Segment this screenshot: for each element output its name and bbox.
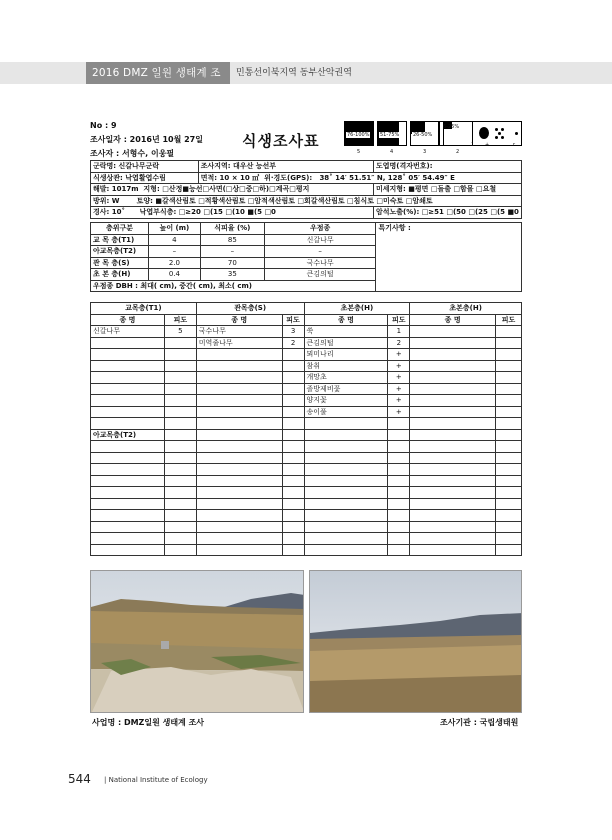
table-row: 아교목층(T2) [91, 429, 522, 441]
site-cell: 조사지역: 대우산 능선부 [198, 161, 373, 173]
table-row: 미역줄나무 2 큰김의털 2 [91, 337, 522, 349]
layer-row: 교 목 층(T1) 4 85 신갈나무 [91, 234, 522, 246]
survey-date: 조사일자 : 2016년 10월 27일 [90, 135, 203, 144]
area-gps-cell: 면적: 10 × 10 ㎡ 위·경도(GPS): 38˚ 14′ 51.51″ N, 128˚ 05′ 54.49″ E [198, 172, 521, 184]
table-row: 뫼미나리 + [91, 349, 522, 361]
dbh-cell: 우점종 DBH : 최대( cm), 중간( cm), 최소( cm) [91, 280, 376, 292]
micro-cell: 미세지형: ■평면 □돌출 □함몰 □요철 [373, 184, 521, 196]
table-row [91, 533, 522, 545]
table-row [91, 441, 522, 453]
cover-class-4: 51-75% 4 [377, 121, 407, 146]
map-cell: 도엽명(격자번호): [373, 161, 521, 173]
surveyor: 조사자 : 서형수, 이웅필 [90, 149, 175, 158]
series-title: 2016 DMZ 일원 생태계 조사 [86, 62, 230, 84]
species-column-header: 종 명 피도 종 명 피도 종 명 피도 종 명 피도 [91, 314, 522, 326]
site-photo-right [309, 570, 522, 713]
cover-class-5: 76-100% 5 [344, 121, 374, 146]
table-row [91, 510, 522, 522]
table-row: 송이풀 + [91, 406, 522, 418]
page-org: | National Institute of Ecology [104, 776, 208, 784]
cover-class-small-legend: 6-25% 1 + r [438, 121, 522, 146]
cover-class-3: 26-50% 3 [410, 121, 440, 146]
table-row [91, 521, 522, 533]
page-number: 544 [68, 772, 91, 786]
table-row: 양지꽃 + [91, 395, 522, 407]
form-title: 식생조사표 [242, 132, 320, 150]
layer-table: 층위구분 높이 (m) 식피율 (%) 우점종 특기사항 : 교 목 층(T1) 4 85 신갈나무 아교목층(T2) – – – 관 목 층(S) 2.0 70 국수나무 초 본 층(H) 0.4 35 큰김의털 우점종 DBH : 최대( cm), 중간( cm), 최소( cm) [90, 222, 522, 292]
table-row [91, 418, 522, 430]
remarks-cell: 특기사항 : [376, 223, 522, 292]
survey-agency: 조사기관 : 국립생태원 [440, 718, 519, 727]
table-row: 신갈나무 5 국수나무 3 쑥 1 [91, 326, 522, 338]
layer-row: 초 본 층(H) 0.4 35 큰김의털 [91, 269, 522, 281]
rock-cell: 암석노출(%): □≥51 □(50 □(25 □(5 ■0 [373, 207, 521, 219]
table-row [91, 498, 522, 510]
table-row [91, 544, 522, 556]
site-photo-left [90, 570, 304, 713]
aspect-soil-cell: 방위: W 토양: ■갈색산림토 □적황색산림토 □암적색산림토 □회갈색산림토 □침식토 □미숙토 □암쇄토 [91, 195, 522, 207]
species-group-header: 교목층(T1) 관목층(S) 초본층(H) 초본층(H) [91, 303, 522, 315]
project-name: 사업명 : DMZ일원 생태계 조사 [92, 718, 205, 727]
species-table [90, 302, 522, 556]
layer-row: 관 목 층(S) 2.0 70 국수나무 [91, 257, 522, 269]
community-cell: 군락명: 신갈나무군락 [91, 161, 199, 173]
table-row: 참취 + [91, 360, 522, 372]
site-info-table [90, 160, 522, 219]
table-row [91, 487, 522, 499]
table-row: 개망초 + [91, 372, 522, 384]
form-number: No : 9 [90, 121, 117, 130]
table-row [91, 452, 522, 464]
elev-terrain-cell: 해발: 1017m 지형: □산정■능선□사면(□상□중□하)□계곡□평지 [91, 184, 374, 196]
table-row [91, 464, 522, 476]
vegtype-cell: 식생상관: 낙엽활엽수림 [91, 172, 199, 184]
table-row: 졸방제비꽃 + [91, 383, 522, 395]
table-row [91, 475, 522, 487]
slope-litter-cell: 경사: 10˚ 낙엽부식층: □≥20 □(15 □(10 ■(5 □0 [91, 207, 374, 219]
region-title: 민통선이북지역 동부산악권역 [236, 68, 352, 78]
layer-row: 아교목층(T2) – – – [91, 246, 522, 258]
cover-class-2: 2 [443, 121, 473, 146]
